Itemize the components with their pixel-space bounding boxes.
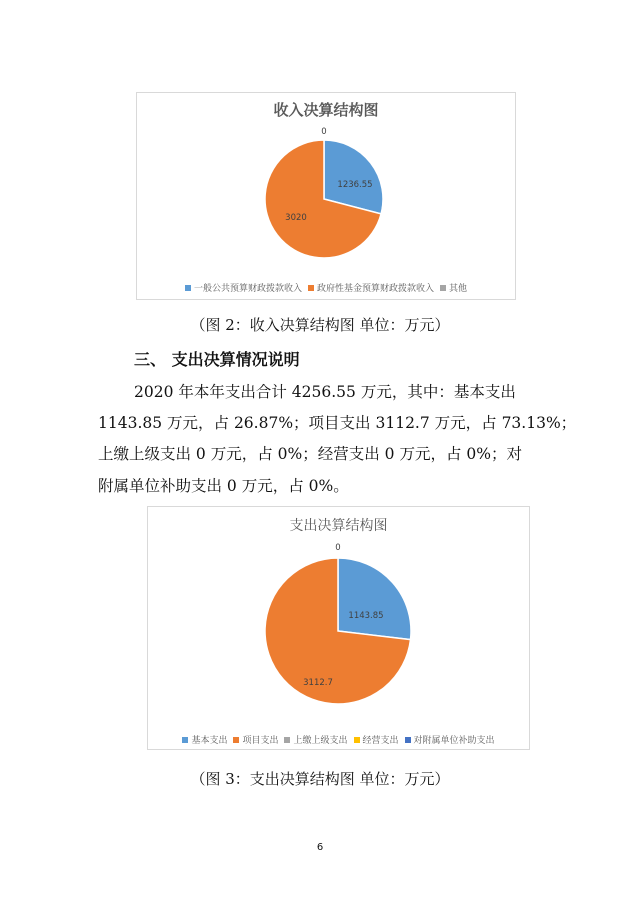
chart-title: 收入决算结构图 [273,101,379,119]
figure-caption: （图 2：收入决算结构图 单位：万元） [190,316,450,334]
legend-item [284,733,347,746]
legend-label: 项目支出 [242,736,279,746]
income-pie-svg [137,93,517,301]
legend-label: 上缴上级支出 [293,736,348,746]
data-label: 3020 [285,213,307,223]
legend-swatch [354,737,360,743]
legend-swatch [284,737,290,743]
legend-swatch [440,285,446,291]
legend-swatch [308,285,314,291]
section-heading: 三、 支出决算情况说明 [134,350,300,369]
legend-label: 对附属单位补助支出 [413,736,495,746]
legend-swatch [233,737,239,743]
paragraph-line: 2020 年本年支出合计 4256.55 万元，其中：基本支出 [134,383,516,401]
chart-title: 支出决算结构图 [289,518,388,534]
legend-label: 经营支出 [362,736,399,746]
legend-item [405,733,495,746]
legend-label: 其他 [449,284,468,294]
legend-item [182,733,227,746]
paragraph-line: 1143.85 万元，占 26.87%；项目支出 3112.7 万元，占 73.13%； [98,414,577,432]
legend-item [440,281,467,294]
paragraph-line: 上缴上级支出 0 万元，占 0%；经营支出 0 万元，占 0%；对 [98,445,522,463]
pie-slice [338,558,411,640]
legend-swatch [405,737,411,743]
data-label: 1236.55 [337,180,373,190]
legend-swatch [185,285,191,291]
data-label: 0 [321,127,327,137]
expenditure-pie-svg [148,507,531,751]
legend-item [233,733,278,746]
legend-label: 一般公共预算财政拨款收入 [193,284,302,294]
income-legend [137,281,515,294]
legend-item [185,281,302,294]
data-label: 1143.85 [348,611,384,621]
legend-label: 基本支出 [191,736,228,746]
paragraph-line: 附属单位补助支出 0 万元，占 0%。 [98,477,349,495]
legend-item [308,281,434,294]
legend-swatch [182,737,188,743]
page-number: 6 [316,842,324,853]
figure-caption: （图 3：支出决算结构图 单位：万元） [190,770,450,788]
expenditure-chart [147,506,530,750]
expenditure-legend [148,733,529,746]
data-label: 3112.7 [303,678,333,688]
legend-item [354,733,399,746]
income-chart [136,92,516,300]
legend-label: 政府性基金预算财政拨款收入 [316,284,434,294]
data-label: 0 [335,543,341,553]
